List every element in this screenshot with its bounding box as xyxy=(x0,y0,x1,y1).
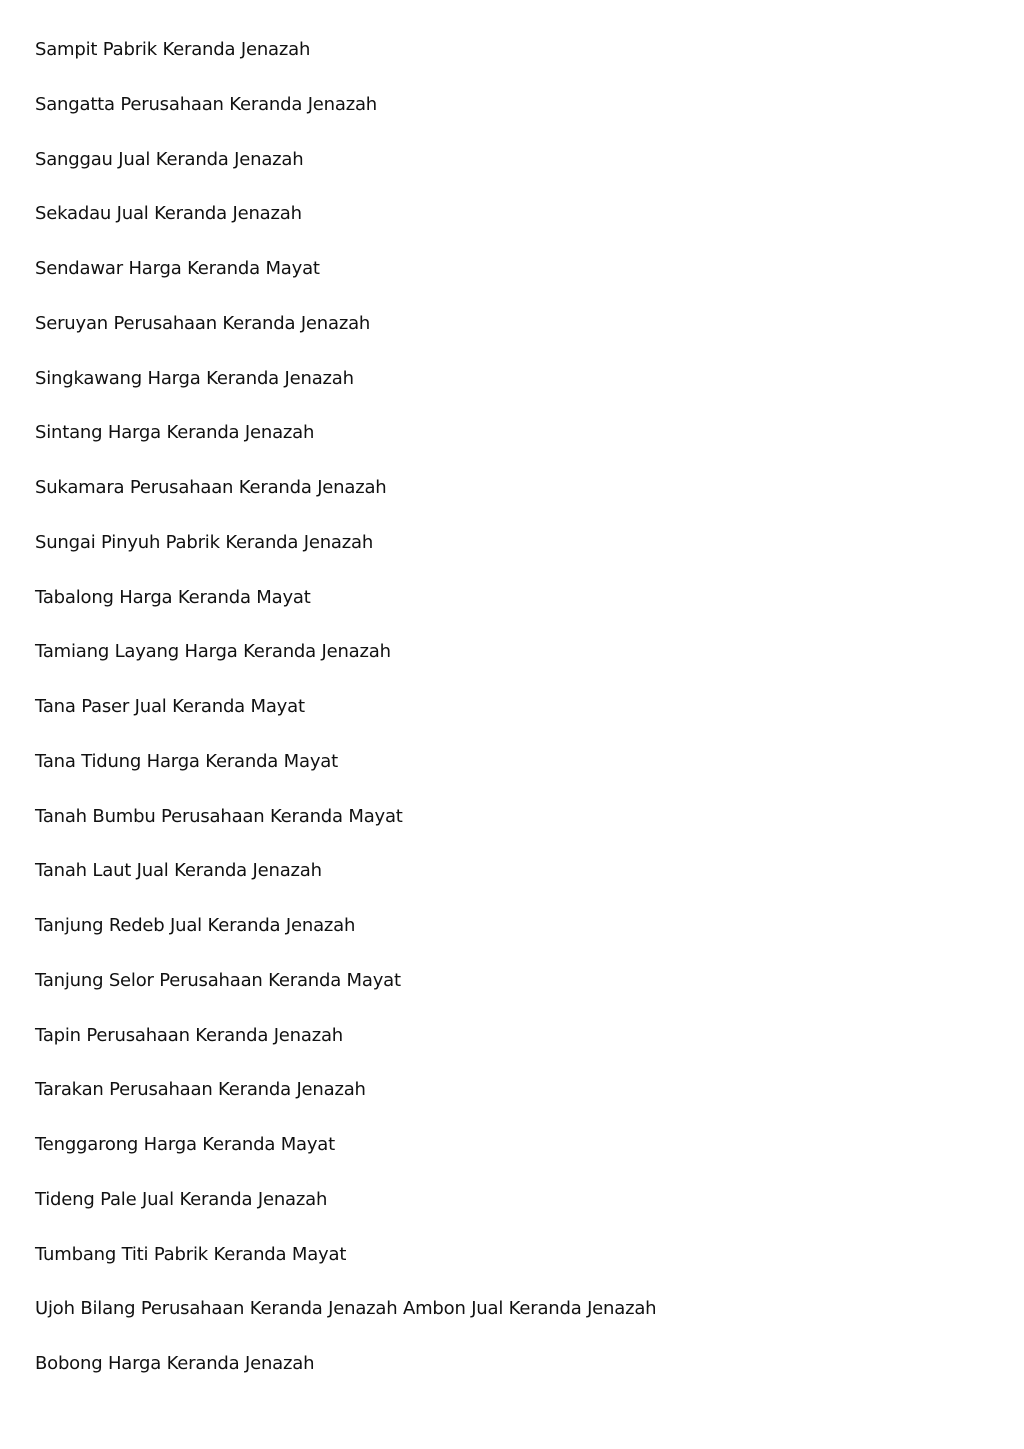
text-line: Tanah Laut Jual Keranda Jenazah xyxy=(35,860,322,882)
text-line-list xyxy=(35,36,656,1405)
text-line: Sanggau Jual Keranda Jenazah xyxy=(35,148,304,170)
text-line: Tanjung Redeb Jual Keranda Jenazah xyxy=(35,915,356,936)
text-line: Sintang Harga Keranda Jenazah xyxy=(35,422,315,444)
text-line: Sekadau Jual Keranda Jenazah xyxy=(35,203,302,225)
text-line: Sendawar Harga Keranda Mayat xyxy=(35,258,320,279)
text-line: Sungai Pinyuh Pabrik Keranda Jenazah xyxy=(35,531,374,553)
text-line: Tideng Pale Jual Keranda Jenazah xyxy=(35,1188,328,1210)
text-line: Singkawang Harga Keranda Jenazah xyxy=(35,367,354,389)
text-line: Sampit Pabrik Keranda Jenazah xyxy=(35,39,311,60)
text-line: Tenggarong Harga Keranda Mayat xyxy=(35,1134,336,1155)
text-line: Tapin Perusahaan Keranda Jenazah xyxy=(35,1024,344,1046)
text-line: Tana Tidung Harga Keranda Mayat xyxy=(35,750,338,772)
text-line: Seruyan Perusahaan Keranda Jenazah xyxy=(35,312,371,334)
text-line: Ujoh Bilang Perusahaan Keranda Jenazah Ambon Jual Keranda Jenazah xyxy=(35,1298,657,1320)
text-line: Sukamara Perusahaan Keranda Jenazah xyxy=(35,477,387,498)
text-line: Tarakan Perusahaan Keranda Jenazah xyxy=(35,1079,366,1101)
text-line: Tamiang Layang Harga Keranda Jenazah xyxy=(35,641,391,663)
text-line: Sangatta Perusahaan Keranda Jenazah xyxy=(35,93,377,115)
text-line: Tanah Bumbu Perusahaan Keranda Mayat xyxy=(35,805,403,827)
text-line: Tanjung Selor Perusahaan Keranda Mayat xyxy=(35,969,401,991)
text-line: Tana Paser Jual Keranda Mayat xyxy=(35,696,305,717)
text-line: Tumbang Titi Pabrik Keranda Mayat xyxy=(35,1243,347,1265)
text-line: Bobong Harga Keranda Jenazah xyxy=(35,1353,315,1374)
text-line: Tabalong Harga Keranda Mayat xyxy=(35,586,311,608)
